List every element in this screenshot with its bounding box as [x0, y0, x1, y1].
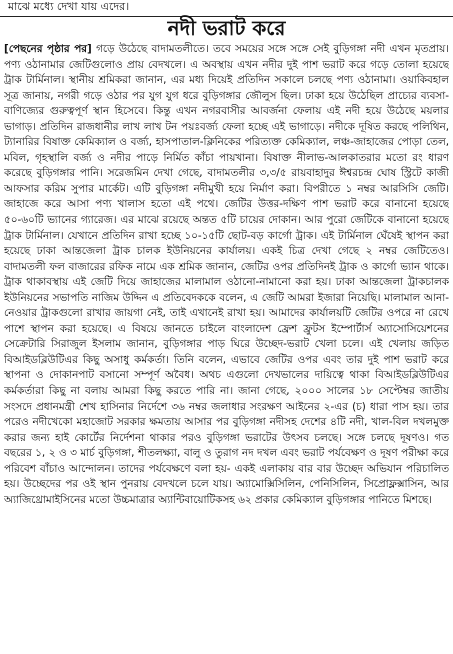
headline: নদী ভরাট করে — [167, 16, 286, 40]
previous-article-last-line: মাঝে মধ্যে দেখা যায় এদের। — [8, 0, 130, 13]
article-paragraph: গড়ে উঠেছে বাদামতলীতে। তবে সময়ের সঙ্গে সঙ্গে সেই বুড়িগঙ্গা নদী এখন মৃতপ্রায়। পণ্য ওঠানামার জেটিগুলোও প্রায় বেদখলে। এ অবস্থায় এখন নদীর দুই পাশ ভরাট করে গড়ে তোলা হয়েছে ট্রাক টার্মিনাল। স্থানীয় শ্রমিকরা জানান, এর মধ্য দিয়েই প্রতিদিন সকালে চলছে পণ্য ওঠানামা। ওয়াকিবহাল সূত্র জানায়, নগরী গড়ে ওঠার পর যুগ যুগ ধরে বুড়িগঙ্গার জৌলুস ছিল। ঢাকা হয়ে উঠেছিল প্রাচ্যের ব্যবসা-বাণিজ্যের গুরুত্বপূর্ণ স্থান হিসেবে। কিন্তু এখন নগরবাসীর আবর্জনা ফেলায় এই নদী হয়ে উঠেছে ময়লার ভাগাড়। প্রতিদিন রাজধানীর লাখ লাখ টন পয়ঃবর্জ্য ফেলা হচ্ছে এই ভাগাড়ে। নদীকে দূষিত করছে পলিথিন, ট্যানারির বিষাক্ত কেমিক্যাল ও বর্জ্য, হাসপাতাল-ক্লিনিকের পরিত্যক্ত কেমিক্যাল, লঞ্চ-জাহাজের পোড়া তেল, মবিল, গৃহস্থালি বর্জ্য ও নদীর পাড়ে নির্মিত কাঁচা পায়খানা। বিষাক্ত নীলাভ-আলকাতরার মতো রং ধারণ করেছে বুড়িগঙ্গার পানি। সরেজমিন দেখা গেছে, বাদামতলীর ৩,৩/৫ রায়বাহাদুর ঈশ্বরচন্দ্র ঘোষ স্ট্রিটে কাজী আফসার করিম সুপার মার্কেট। এটি বুড়িগঙ্গা নদীমুখী হয়ে নির্মাণ করা। বিপরীতে ১ নম্বর আরসিসি জেটি। জাহাজে করে আসা পণ্য খালাস হতো এই পথে। জেটির উত্তর-দক্ষিণ পাশ ভরাট করে বানানো হয়েছে ৫০-৬০টি ভ্যানের গ্যারেজ। এর মাঝে রয়েছে অন্তত ৫টি চায়ের দোকান। আর পুরো জেটিকে বানানো হয়েছে ট্রাক টার্মিনাল। যেখানে প্রতিদিন রাখা হচ্ছে ১০-১৫টি ছোট-বড় কার্গো ট্রাক। এই টার্মিনাল ঘেঁষেই স্থাপন করা হয়েছে ঢাকা আন্তজেলা ট্রাক চালক ইউনিয়নের কার্যালয়। একই চিত্র দেখা গেছে ২ নম্বর জেটিতেও। বাদামতলী ফল বাজারের রফিক নামে এক শ্রমিক জানান, জেটির ওপর প্রতিদিনই ট্রাক ও কার্গো ভ্যান থাকে। ট্রাক থাকাবস্থায় এই জেটি দিয়ে জাহাজের মালামাল ওঠানো-নামানো করা হয়। ঢাকা আন্তজেলা ট্রাকচালক ইউনিয়নের সভাপতি নাজিম উদ্দিন এ প্রতিবেদককে বলেন, এ জেটি আমরা ইজারা নিয়েছি। মালামাল আনা-নেওয়ার ট্রাকগুলো রাখার জায়গা নেই, তাই এখানেই রাখা হয়। আমাদের কার্যালয়টি জেটির ওপরে না রেখে পাশে স্থাপন করা হয়েছে। এ বিষয়ে জানতে চাইলে বাংলাদেশ ফ্রেশ ফ্রুটস ইম্পোর্টার্স অ্যাসোসিয়েশনের সেক্রেটারি সিরাজুল ইসলাম জানান, বুড়িগঙ্গার পাড় ঘিরে উচ্ছেদ-ভরাট খেলা চলে। এই খেলায় জড়িত বিআইডব্লিউটিএর কিছু অসাধু কর্মকর্তা। তিনি বলেন, এভাবে জেটির ওপর এবং তার দুই পাশ ভরাট করে স্থাপনা ও দোকানপাট বসানো সম্পূর্ণ অবৈধ। অথচ এগুলো দেখভালের দায়িত্বে থাকা বিআইডব্লিউটিএর কর্মকর্তারা কিছু না বলায় আমরা কিছু করতে পারি না। জানা গেছে, ২০০০ সালের ১৮ সেপ্টেম্বর জাতীয় সংসদে প্রধানমন্ত্রী শেখ হাসিনার নির্দেশে ৩৬ নম্বর জলাধার সংরক্ষণ আইনের ২-এর (চ) ধারা পাস হয়। তার পরেও নদীখেকো মহাজোট সরকার ক্ষমতায় আসার পর বুড়িগঙ্গা নদীসহ দেশের ৪টি নদী, খাল-বিল দখলমুক্ত করার জন্য হাই কোর্টের নির্দেশনা থাকার পরও বুড়িগঙ্গা ভরাটের উৎসব চলছে। সঙ্গে চলছে দূষণও। গত বছরের ১, ২ ও ৩ মার্চ বুড়িগঙ্গা, শীতলক্ষ্যা, বালু ও তুরাগ নদ দখল এবং ভরাট পর্যবেক্ষণ ও দূষণ পরীক্ষা করে পরিবেশ বাঁচাও আন্দোলন। তাদের পর্যবেক্ষণে বলা হয়- একই এলাকায় বার বার উচ্ছেদ অভিযান পরিচালিত হয়। উচ্ছেদের পর ওই স্থান পুনরায় বেদখলে চলে যায়। অ্যামোক্সিসিলিন, পেনিসিলিন, সিপ্রোফ্লক্সাসিন, আর অ্যাজিথ্রোমাইসিনের মতো উচ্চমাত্রার অ্যান্টিবায়োটিকসহ ৬২ প্রকার কেমিক্যাল বুড়িগঙ্গার পানিতে মিশছে। — [4, 43, 449, 506]
continuation-kicker: [পেছনের পৃষ্ঠার পর] — [4, 43, 92, 55]
article-body — [4, 42, 449, 652]
